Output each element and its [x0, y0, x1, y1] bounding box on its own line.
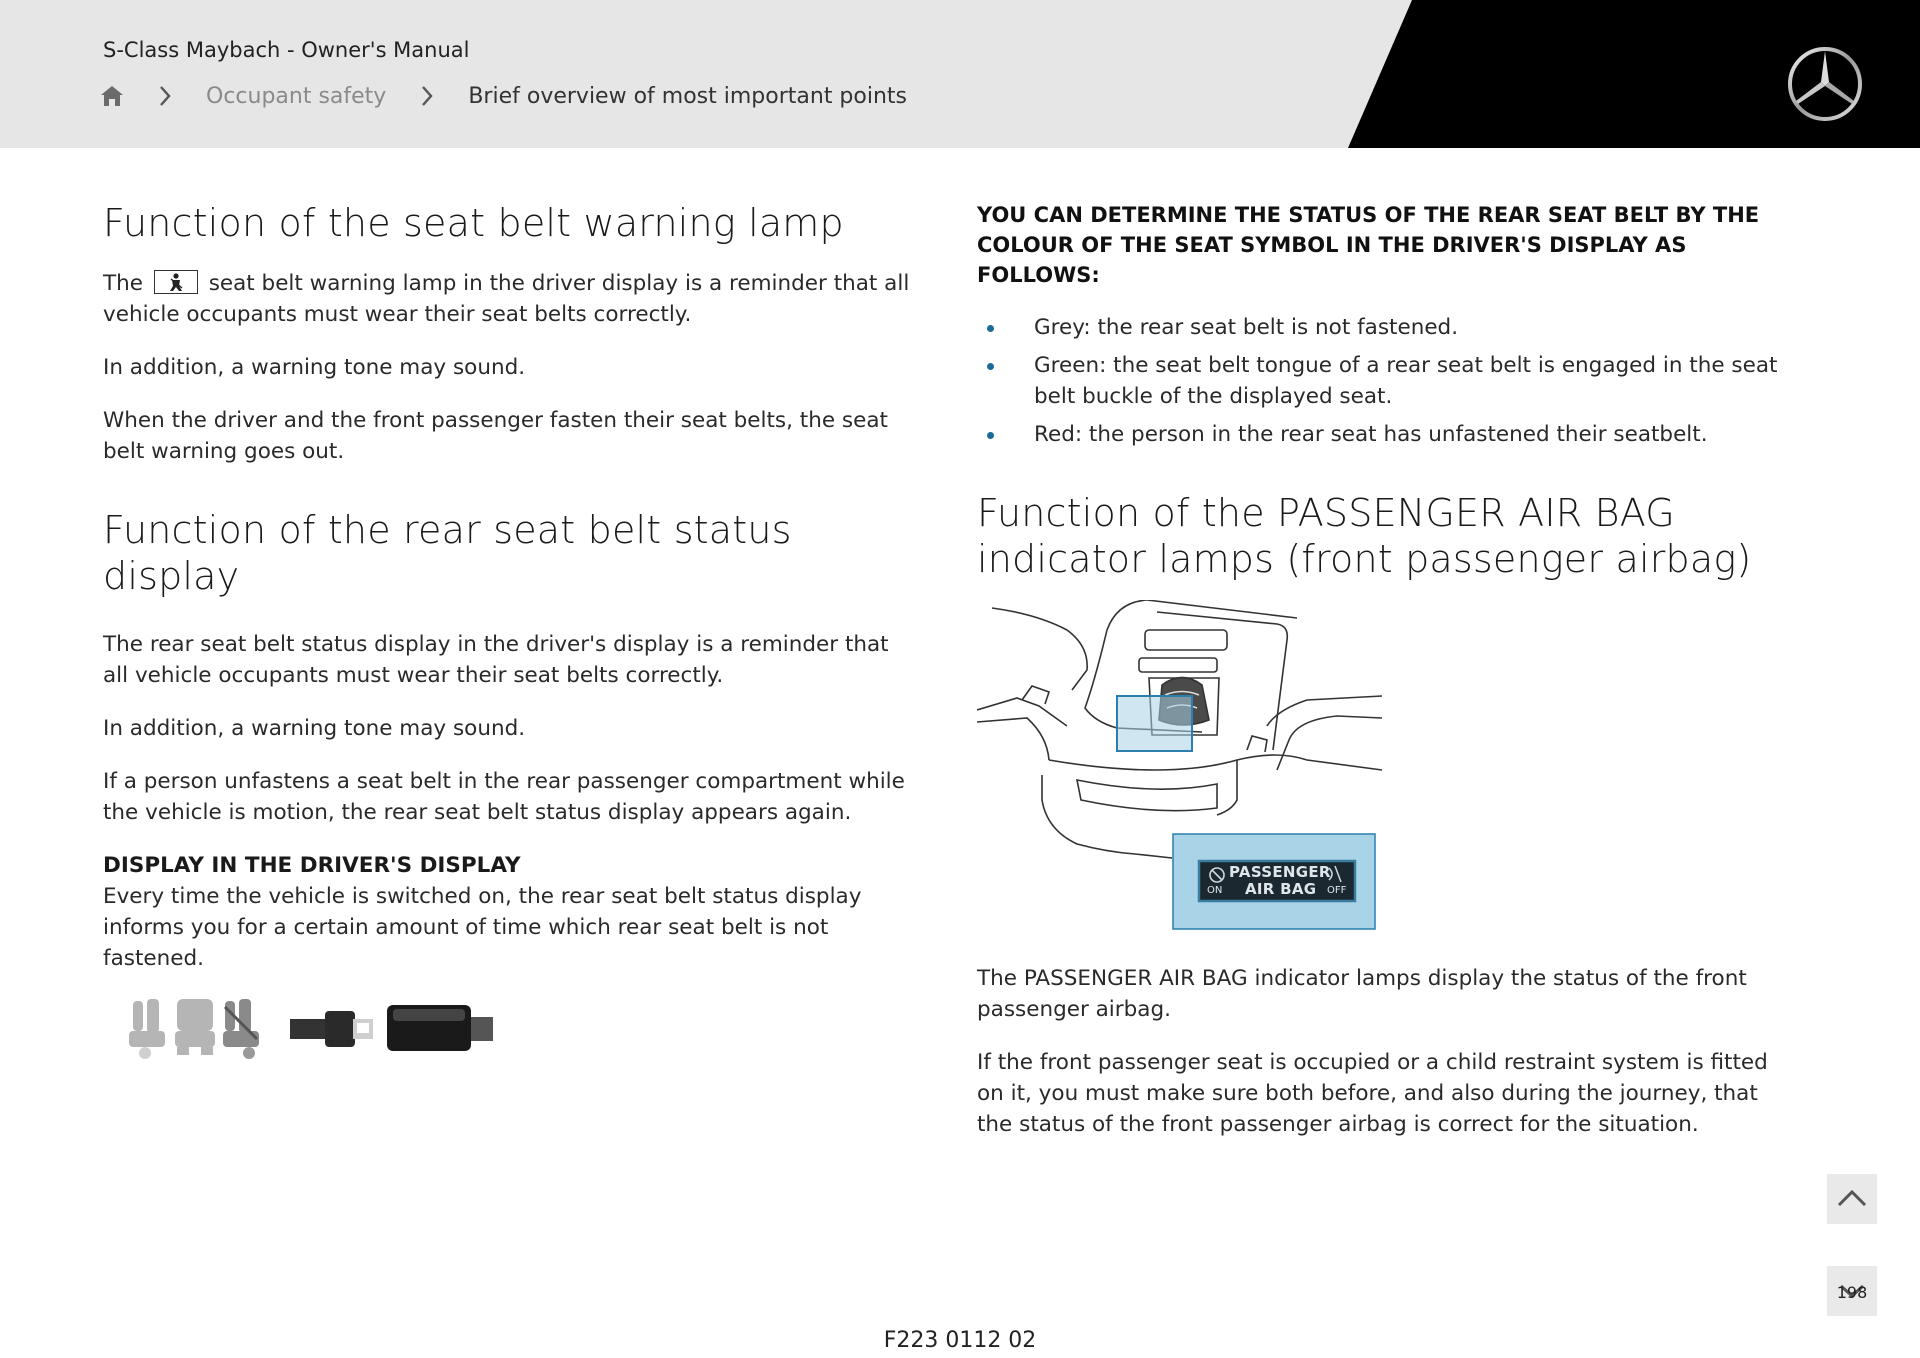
breadcrumb-item-occupant-safety[interactable]: Occupant safety — [206, 83, 387, 109]
header-black-panel — [0, 0, 1920, 148]
chevron-right-icon — [158, 85, 172, 107]
paragraph-warning-lamp: The seat belt warning lamp in the driver display is a reminder that all vehicle occupants must wear their seat belts correctly. — [103, 271, 910, 327]
paragraph-airbag-status: If the front passenger seat is occupied or a child restraint system is fitted on it, you must make sure both before, and also during the journey, that the status of the front passenger airbag is correct for the situation. — [977, 1050, 1768, 1137]
subheading-rear-belt-status-colours: YOU CAN DETERMINE THE STATUS OF THE REAR SEAT BELT BY THE COLOUR OF THE SEAT SYMBOL IN THE DRIVER'S DISPLAY AS FOLLOWS: — [977, 203, 1760, 287]
page-number: 198 — [1836, 1283, 1868, 1302]
paragraph-airbag-lamps: The PASSENGER AIR BAG indicator lamps display the status of the front passenger airbag. — [977, 966, 1747, 1022]
figure-code: F223 0112 02 — [883, 1328, 1037, 1353]
left-column — [103, 200, 913, 996]
chevron-right-icon — [420, 85, 434, 107]
seat-right-icon — [223, 999, 259, 1059]
passenger-airbag-figure — [977, 600, 1387, 935]
right-column — [977, 200, 1787, 1162]
list-item: Grey: the rear seat belt is not fastened. — [977, 312, 1787, 343]
heading-passenger-air-bag-indicator: Function of the PASSENGER AIR BAG indicator lamps (front passenger airbag) — [977, 491, 1752, 581]
airbag-on-label: ON — [1207, 885, 1223, 896]
seat-left-icon — [129, 999, 165, 1059]
paragraph-rear-unfasten: If a person unfastens a seat belt in the rear passenger compartment while the vehicle is motion, the rear seat belt status display appears again. — [103, 769, 905, 825]
airbag-label-line1: PASSENGER — [1229, 863, 1331, 881]
paragraph-warning-tone: In addition, a warning tone may sound. — [103, 355, 526, 380]
mercedes-star-logo — [1786, 45, 1864, 123]
seat-middle-icon — [175, 999, 215, 1055]
heading-rear-seat-belt-status: Function of the rear seat belt status display — [103, 508, 792, 598]
airbag-off-label: OFF — [1327, 885, 1347, 896]
airbag-label-line2: AIR BAG — [1245, 880, 1317, 898]
chevron-up-icon — [1827, 1174, 1877, 1224]
status-colour-list — [977, 312, 1787, 450]
bullet-icon — [987, 363, 994, 370]
heading-seat-belt-warning-lamp: Function of the seat belt warning lamp — [103, 201, 844, 245]
seat-belt-buckle-icon — [290, 1005, 493, 1051]
bullet-icon — [987, 325, 994, 332]
seat-belt-warning-icon — [154, 270, 198, 294]
breadcrumb — [100, 80, 907, 112]
document-title: S-Class Maybach - Owner's Manual — [103, 38, 470, 62]
bullet-icon — [987, 432, 994, 439]
breadcrumb-item-current: Brief overview of most important points — [468, 83, 908, 109]
rear-seat-belt-status-illustration — [125, 993, 495, 1063]
list-item: Green: the seat belt tongue of a rear seat belt is engaged in the seat belt buckle of the displayed seat. — [977, 350, 1787, 412]
list-item: Red: the person in the rear seat has unfastened their seatbelt. — [977, 419, 1787, 450]
paragraph-warning-goes-out: When the driver and the front passenger fasten their seat belts, the seat belt warning goes out. — [103, 408, 888, 464]
paragraph-rear-status-reminder: The rear seat belt status display in the driver's display is a reminder that all vehicle occupants must wear their seat belts correctly. — [103, 632, 889, 688]
subheading-driver-display: DISPLAY IN THE DRIVER'S DISPLAY — [103, 853, 521, 878]
scroll-up-button[interactable] — [1827, 1174, 1877, 1224]
page-header — [0, 0, 1920, 148]
paragraph-driver-display: Every time the vehicle is switched on, the rear seat belt status display informs you for a certain amount of time which rear seat belt is not fastened. — [103, 884, 862, 971]
paragraph-rear-warning-tone: In addition, a warning tone may sound. — [103, 716, 526, 741]
home-icon[interactable] — [100, 84, 124, 108]
